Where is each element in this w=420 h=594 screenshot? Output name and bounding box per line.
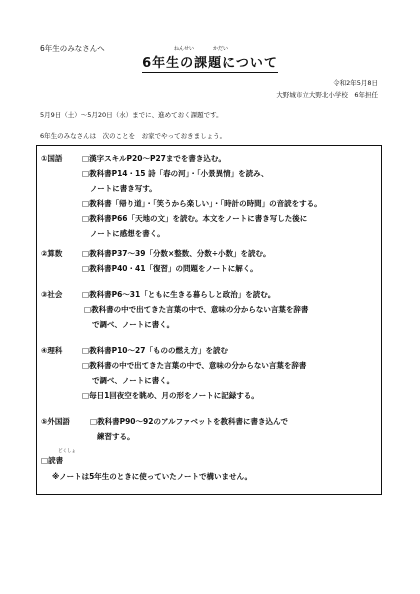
task-line: □教科書P10～27「ものの燃え方」を読む — [82, 346, 228, 355]
task-line: 練習する。 — [97, 432, 135, 441]
task-line: ノートに書き写す。 — [90, 184, 157, 193]
task-line: ノートに感想を書く。 — [90, 229, 165, 238]
note-text: ※ノートは5年生のときに使っていたノートで構いません。 — [52, 472, 253, 481]
subject-science: ④理科 — [41, 346, 63, 355]
task-line: □教科書P90～92のアルファベットを教科書に書き込んで — [90, 417, 289, 426]
organization: 大野城市立大野北小学校 6年担任 — [276, 91, 378, 99]
task-line: □教科書P14・15 詩「春の河」・「小景異情」を読み、 — [82, 169, 269, 178]
date: 令和2年5月8日 — [333, 79, 378, 87]
subject-english: ⑤外国語 — [41, 417, 70, 426]
intro-instruction: 6年生のみなさんは 次のことを お家でやっておきましょう。 — [40, 132, 227, 140]
task-line: □教科書の中で出てきた言葉の中で、意味の分からない言葉を辞書 — [84, 305, 309, 314]
task-line: □教科書P66「天地の文」を読む。本文をノートに書き写した後に — [82, 214, 308, 223]
task-line: で調べ、ノートに書く。 — [92, 376, 175, 385]
title-ruby-nensei: ねんせい — [174, 46, 195, 52]
title-ruby-kadai: かだい — [213, 46, 229, 52]
greeting: 6年生のみなさんへ — [40, 44, 105, 53]
reading-ruby: どくしょ — [58, 449, 76, 454]
task-line: □漢字スキルP20～P27までを書き込む。 — [82, 154, 226, 163]
task-line: □教科書の中で出てきた言葉の中で、意味の分からない言葉を辞書 — [82, 361, 307, 370]
task-line: で調べ、ノートに書く。 — [92, 320, 175, 329]
reading-label: □読書 — [41, 456, 64, 465]
task-line: □教科書P6～31「ともに生きる暮らしと政治」を読む。 — [82, 290, 276, 299]
title-wrap — [0, 52, 420, 73]
subject-social: ③社会 — [41, 290, 63, 299]
page-title: 6年生の課題について — [142, 52, 278, 73]
subject-math: ②算数 — [41, 249, 63, 258]
subject-japanese: ①国語 — [41, 154, 63, 163]
task-line: □教科書P40・41「復習」の問題をノートに解く。 — [82, 264, 258, 273]
task-line: □教科書「帰り道」・「笑うから楽しい」・「時計の時間」の音読をする。 — [82, 199, 322, 208]
intro-period: 5月9日（土）～5月20日（水）までに、進めておく課題です。 — [40, 111, 223, 119]
task-line: □教科書P37～39「分数×整数、分数÷小数」を読む。 — [82, 249, 271, 258]
task-line: □毎日1回夜空を眺め、月の形をノートに記録する。 — [82, 391, 259, 400]
